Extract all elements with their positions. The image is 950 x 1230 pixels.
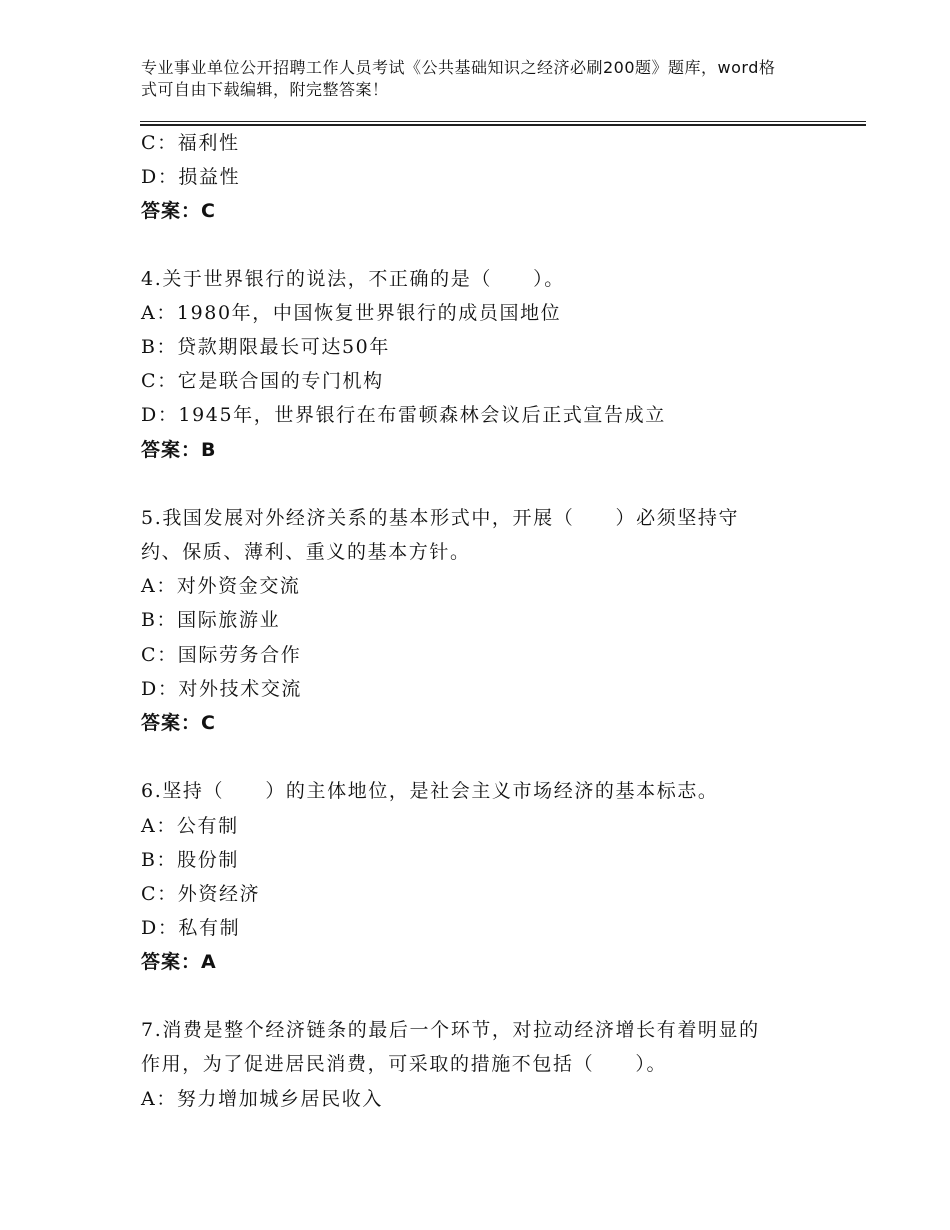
q4-option-d: D：1945年，世界银行在布雷顿森林会议后正式宣告成立 xyxy=(141,404,666,426)
q6-answer: 答案：A xyxy=(141,951,217,973)
q5-stem-line-2: 约、保质、薄利、重义的基本方针。 xyxy=(141,541,471,563)
q5-option-d: D：对外技术交流 xyxy=(141,678,303,700)
q5-stem-line-1: 5.我国发展对外经济关系的基本形式中，开展（ ）必须坚持守 xyxy=(141,507,740,529)
q4-option-c: C：它是联合国的专门机构 xyxy=(141,370,384,392)
q7-stem-line-1: 7.消费是整个经济链条的最后一个环节，对拉动经济增长有着明显的 xyxy=(141,1019,760,1041)
q6-option-a: A：公有制 xyxy=(141,815,239,837)
q7-option-a: A：努力增加城乡居民收入 xyxy=(141,1088,383,1110)
q6-option-d: D：私有制 xyxy=(141,917,241,939)
document-header: 专业事业单位公开招聘工作人员考试《公共基础知识之经济必刷200题》题库，word格式可自由下载编辑，附完整答案！ xyxy=(141,58,776,99)
q5-answer: 答案：C xyxy=(141,712,216,734)
q4-option-b: B：贷款期限最长可达50年 xyxy=(141,336,390,358)
q6-stem: 6.坚持（ ）的主体地位，是社会主义市场经济的基本标志。 xyxy=(141,780,719,802)
q5-option-b: B：国际旅游业 xyxy=(141,609,281,631)
q4-answer: 答案：B xyxy=(141,439,217,461)
q3-option-d: D：损益性 xyxy=(141,166,241,188)
q4-option-a: A：1980年，中国恢复世界银行的成员国地位 xyxy=(141,302,562,324)
header-divider-thin xyxy=(140,121,866,122)
q6-option-c: C：外资经济 xyxy=(141,883,261,905)
q6-option-b: B：股份制 xyxy=(141,849,239,871)
header-divider-thick xyxy=(140,124,866,126)
q5-option-a: A：对外资金交流 xyxy=(141,575,301,597)
q4-stem: 4.关于世界银行的说法，不正确的是（ ）。 xyxy=(141,268,565,290)
q7-stem-line-2: 作用，为了促进居民消费，可采取的措施不包括（ ）。 xyxy=(141,1053,668,1075)
q5-option-c: C：国际劳务合作 xyxy=(141,644,302,666)
q3-answer: 答案：C xyxy=(141,200,216,222)
q3-option-c: C：福利性 xyxy=(141,132,240,154)
